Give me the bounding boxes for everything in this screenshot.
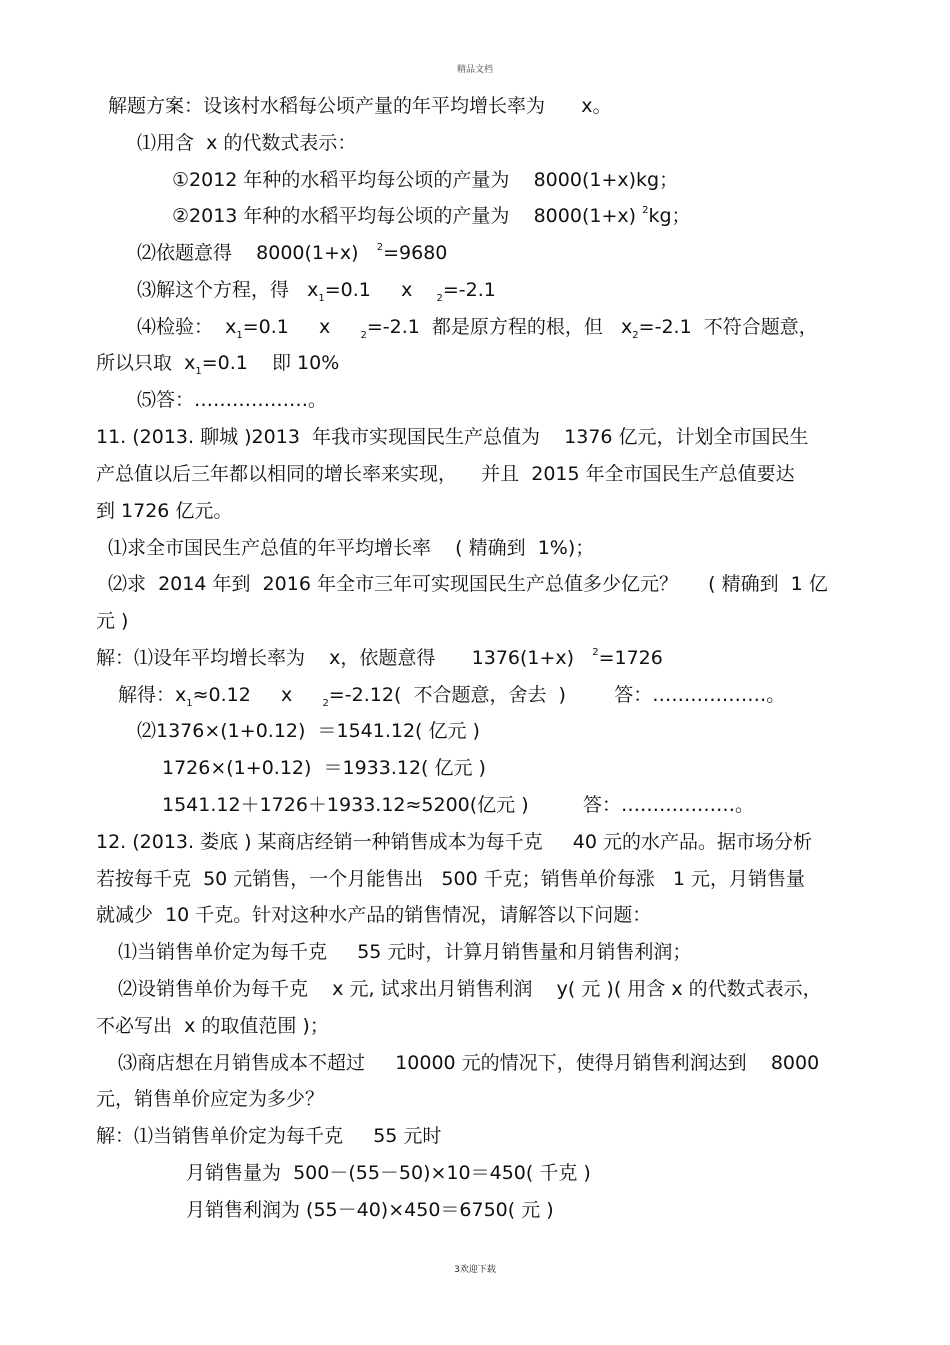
step-1-line: ⑴用含 x 的代数式表示： bbox=[137, 132, 357, 154]
subscript: 2 bbox=[632, 330, 639, 341]
problem-11-line-3: 到 1726 亿元。 bbox=[96, 500, 233, 522]
page-header: 精品文档 bbox=[456, 65, 493, 75]
problem-12-question-2-cont: 不必写出 x 的取值范围 )； bbox=[96, 1015, 329, 1037]
exponent: 2 bbox=[376, 242, 384, 253]
subscript: 1 bbox=[186, 698, 193, 709]
problem-11-line-1: 11. (2013. 聊城 )2013 年我市实现国民生产总值为 1376 亿元，计划全市国民生 bbox=[96, 426, 809, 448]
problem-11-solution-3: ⑵1376×(1+0.12) ＝1541.12( 亿元 ) bbox=[137, 720, 480, 742]
problem-12-question-3-cont: 元，销售单价应定为多少？ bbox=[96, 1088, 325, 1110]
subscript: 2 bbox=[360, 330, 367, 341]
problem-11-question-2-cont: 元 ) bbox=[96, 610, 129, 632]
problem-11-line-2: 产总值以后三年都以相同的增长率来实现， 并且 2015 年全市国民生产总值要达 bbox=[96, 463, 795, 485]
subscript: 1 bbox=[236, 330, 243, 341]
step-2-line: ⑵依题意得 8000(1+x) $^2$=9680 bbox=[137, 242, 448, 264]
problem-12-solution-1: 解：⑴当销售单价定为每千克 55 元时 bbox=[96, 1125, 442, 1147]
problem-12-question-1: ⑴当销售单价定为每千克 55 元时，计算月销售量和月销售利润； bbox=[118, 941, 692, 963]
problem-11-question-1: ⑴求全市国民生产总值的年平均增长率 ( 精确到 1%)； bbox=[108, 537, 595, 559]
problem-11-solution-1: 解：⑴设年平均增长率为 x，依题意得 1376(1+x) $^2$=1726 bbox=[96, 647, 663, 669]
problem-11-solution-2: 解得：$x_1\approx 0.12$ x $_2$=-2.12( 不合题意，舍去 ) 答：………………。 bbox=[118, 684, 786, 709]
problem-11-question-2: ⑵求 2014 年到 2016 年全市三年可实现国民生产总值多少亿元？ ( 精确到 1 亿 bbox=[108, 573, 828, 595]
problem-11-solution-5: 1541.12＋1726＋1933.12≈5200(亿元 ) 答：………………。 bbox=[162, 794, 754, 816]
subscript: 1 bbox=[318, 293, 325, 304]
subscript: 2 bbox=[436, 293, 443, 304]
exponent: 2 bbox=[642, 205, 649, 216]
problem-12-line-3: 就减少 10 千克。针对这种水产品的销售情况，请解答以下问题： bbox=[96, 904, 652, 926]
step-4-line: ⑷检验： $x_1=0.1$ x $_2$=-2.1 都是原方程的根，但 $x_2=-2.1$ 不符合题意， bbox=[137, 316, 818, 341]
problem-12-question-3: ⑶商店想在月销售成本不超过 10000 元的情况下，使得月销售利润达到 8000 bbox=[118, 1052, 820, 1074]
subscript: 1 bbox=[195, 366, 202, 377]
page-footer: 3欢迎下载 bbox=[454, 1265, 496, 1275]
problem-12-solution-2: 月销售量为 500－(55－50)×10＝450( 千克 ) bbox=[186, 1162, 591, 1184]
problem-12-solution-3: 月销售利润为 (55－40)×450＝6750( 元 ) bbox=[186, 1199, 554, 1221]
solution-plan-line: 解题方案：设该村水稻每公顷产量的年平均增长率为 x。 bbox=[108, 95, 612, 117]
step-1-item-1: ①2012 年种的水稻平均每公顷的产量为 8000(1+x)kg； bbox=[172, 169, 679, 191]
step-1-item-2: ②2013 年种的水稻平均每公顷的产量为 8000(1+x) $^2$kg； bbox=[172, 205, 691, 227]
exponent: 2 bbox=[592, 647, 599, 658]
problem-12-line-2: 若按每千克 50 元销售，一个月能售出 500 千克；销售单价每涨 1 元，月销售量 bbox=[96, 868, 805, 890]
problem-12-question-2: ⑵设销售单价为每千克 x 元, 试求出月销售利润 y( 元 )( 用含 x 的代数式表示， bbox=[118, 978, 822, 1000]
step-4-continued: 所以只取 $x_1=0.1$ 即 10% bbox=[96, 352, 340, 377]
problem-12-line-1: 12. (2013. 娄底 ) 某商店经销一种销售成本为每千克 40 元的水产品。据市场分析 bbox=[96, 831, 813, 853]
step-5-line: ⑸答：………………。 bbox=[137, 389, 328, 411]
subscript: 2 bbox=[322, 698, 329, 709]
problem-11-solution-4: 1726×(1+0.12) ＝1933.12( 亿元 ) bbox=[162, 757, 486, 779]
step-3-line: ⑶解这个方程，得 $x_1=0.1$ x $_2$=-2.1 bbox=[137, 279, 496, 304]
